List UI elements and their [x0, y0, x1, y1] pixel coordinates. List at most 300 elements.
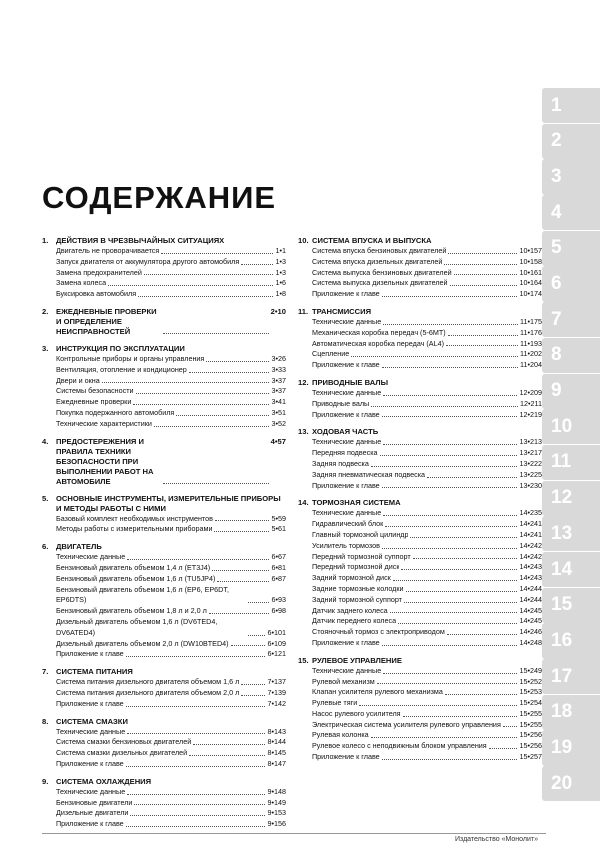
- entry-title: Буксировка автомобиля: [56, 289, 137, 299]
- toc-section: [298, 656, 542, 763]
- toc-entry[interactable]: [42, 397, 286, 408]
- toc-entry[interactable]: [298, 268, 542, 279]
- entry-page-number: 14•241: [519, 529, 542, 539]
- toc-entry[interactable]: [42, 552, 286, 563]
- leader-dots: [161, 253, 273, 254]
- entry-page-number: 5•59: [271, 513, 286, 523]
- entry-page-number: 6•93: [271, 595, 286, 605]
- toc-entry[interactable]: [298, 470, 542, 481]
- entry-title: Приложение к главе: [56, 758, 124, 768]
- entry-title: Приложение к главе: [312, 360, 380, 370]
- toc-section: [298, 427, 542, 491]
- leader-dots: [403, 716, 518, 717]
- toc-entry[interactable]: [298, 459, 542, 470]
- toc-entry[interactable]: [298, 246, 542, 257]
- entry-title: Приложение к главе: [312, 409, 380, 419]
- toc-section: [298, 236, 542, 300]
- toc-entry[interactable]: [42, 808, 286, 819]
- entry-title: Передний тормозной суппорт: [312, 551, 411, 561]
- toc-entry[interactable]: [42, 617, 286, 639]
- toc-section: [42, 667, 286, 709]
- section-number: 7.: [42, 667, 49, 677]
- leader-dots: [382, 548, 518, 549]
- toc-entry[interactable]: [298, 616, 542, 627]
- entry-page-number: 3•37: [271, 386, 286, 396]
- section-heading[interactable]: [42, 717, 286, 727]
- entry-page-number: 12•211: [520, 398, 542, 408]
- entry-title: Задний тормозной суппорт: [312, 594, 402, 604]
- entry-title: Технические характеристики: [56, 418, 152, 428]
- entry-title: Дизельный двигатель объемом 1,6 л (DV6TED4, DV6ATED4): [56, 616, 218, 637]
- toc-entry[interactable]: [298, 687, 542, 698]
- toc-entry[interactable]: [298, 562, 542, 573]
- toc-entry[interactable]: [298, 519, 542, 530]
- entry-page-number: 14•235: [519, 508, 542, 518]
- toc-entry[interactable]: [42, 819, 286, 830]
- toc-entry[interactable]: [42, 365, 286, 376]
- entry-page-number: 3•26: [271, 353, 286, 363]
- toc-entry[interactable]: [298, 508, 542, 519]
- entry-page-number: 14•243: [519, 573, 542, 583]
- leader-dots: [406, 591, 518, 592]
- entry-page-number: 10•157: [519, 246, 542, 255]
- leader-dots: [108, 285, 273, 286]
- entry-title: Контрольные приборы и органы управления: [56, 353, 205, 363]
- publisher-footer: Издательство «Монолит»: [454, 836, 538, 843]
- entry-page-number: 15•253: [519, 687, 542, 697]
- toc-entry[interactable]: [298, 573, 542, 584]
- toc-entry[interactable]: [42, 787, 286, 798]
- leader-dots: [144, 274, 274, 275]
- leader-dots: [351, 356, 518, 357]
- entry-page-number: 15•252: [519, 676, 542, 686]
- toc-entry[interactable]: [42, 737, 286, 748]
- toc-entry[interactable]: [298, 552, 542, 563]
- leader-dots: [377, 683, 518, 684]
- entry-page-number: 6•101: [267, 627, 286, 637]
- entry-title: Задняя пневматическая подвеска: [312, 469, 426, 479]
- entry-page-number: 15•255: [519, 708, 542, 718]
- toc-entry[interactable]: [298, 752, 542, 763]
- entry-title: Задний тормозной диск: [312, 573, 391, 583]
- leader-dots: [359, 705, 517, 706]
- leader-dots: [189, 372, 270, 373]
- entry-title: Система впуска дизельных двигателей: [312, 256, 443, 266]
- toc-entry[interactable]: [42, 563, 286, 574]
- entry-page-number: 13•225: [519, 469, 542, 479]
- leader-dots: [138, 296, 273, 297]
- entry-title: Технические данные: [56, 726, 126, 736]
- chapter-tab-10[interactable]: 10: [542, 409, 600, 444]
- leader-dots: [383, 673, 517, 674]
- toc-entry[interactable]: [298, 606, 542, 617]
- toc-entry[interactable]: [42, 798, 286, 809]
- chapter-tab-18[interactable]: 18: [542, 695, 600, 730]
- entry-page-number: 3•51: [271, 407, 286, 417]
- entry-page-number: 10•174: [519, 289, 542, 299]
- toc-entry[interactable]: [298, 666, 542, 677]
- entry-page-number: 14•244: [519, 583, 542, 593]
- leader-dots: [382, 759, 518, 760]
- entry-title: Двигатель не проворачивается: [56, 246, 160, 255]
- entry-title: Автоматическая коробка передач (AL4): [312, 338, 444, 348]
- toc-entry[interactable]: [298, 530, 542, 541]
- entry-title: Система впуска бензиновых двигателей: [312, 246, 447, 255]
- entry-page-number: 7•139: [267, 687, 286, 697]
- chapter-tab-7[interactable]: 7: [542, 302, 600, 337]
- entry-page-number: 6•121: [267, 649, 286, 659]
- leader-dots: [446, 345, 518, 346]
- toc-entry[interactable]: [42, 524, 286, 535]
- entry-title: Электрическая система усилителя рулевого управления: [312, 719, 501, 729]
- chapter-tab-19[interactable]: 19: [542, 730, 600, 765]
- leader-dots: [382, 367, 518, 368]
- entry-page-number: 8•147: [267, 758, 286, 768]
- leader-dots: [214, 531, 269, 532]
- leader-dots: [154, 426, 270, 427]
- leader-dots: [189, 755, 265, 756]
- toc-entry[interactable]: [298, 709, 542, 720]
- entry-title: Система выпуска бензиновых двигателей: [312, 267, 452, 277]
- entry-title: Рулевой механизм: [312, 676, 375, 686]
- entry-title: Двери и окна: [56, 375, 100, 385]
- toc-entry[interactable]: [42, 289, 286, 300]
- entry-page-number: 14•245: [519, 616, 542, 626]
- leader-dots: [383, 324, 518, 325]
- footer-divider: [42, 833, 546, 834]
- toc-entry[interactable]: [42, 606, 286, 617]
- entry-title: Системы безопасности: [56, 386, 134, 396]
- toc-entry[interactable]: [298, 257, 542, 268]
- toc-entry[interactable]: [42, 408, 286, 419]
- section-number: 8.: [42, 716, 49, 726]
- toc-entry[interactable]: [42, 386, 286, 397]
- toc-section: [42, 777, 286, 830]
- leader-dots: [206, 361, 269, 362]
- entry-title: Ежедневные проверки: [56, 397, 132, 407]
- toc-entry[interactable]: [298, 328, 542, 339]
- entry-page-number: 11•204: [520, 360, 542, 370]
- chapter-tab-11[interactable]: 11: [542, 445, 600, 480]
- leader-dots: [130, 815, 265, 816]
- entry-title: Рулевая колонка: [312, 730, 369, 740]
- entry-page-number: 15•257: [519, 752, 542, 762]
- toc-entry[interactable]: [298, 627, 542, 638]
- section-heading[interactable]: [42, 307, 286, 337]
- section-heading[interactable]: [42, 437, 286, 487]
- toc-entry[interactable]: [42, 677, 286, 688]
- toc-entry[interactable]: [42, 354, 286, 365]
- leader-dots: [231, 645, 266, 646]
- entry-title: Приложение к главе: [312, 752, 380, 762]
- leader-dots: [383, 395, 517, 396]
- section-heading[interactable]: [298, 498, 542, 508]
- entry-title: Приводные валы: [312, 398, 370, 408]
- chapter-tab-20[interactable]: 20: [542, 766, 600, 801]
- toc-entry[interactable]: [298, 541, 542, 552]
- toc-section: [42, 307, 286, 337]
- leader-dots: [248, 635, 265, 636]
- toc-entry[interactable]: [298, 349, 542, 360]
- toc-entry[interactable]: [298, 584, 542, 595]
- entry-title: Сцепление: [312, 349, 350, 359]
- entry-title: Система питания дизельного двигателя объемом 1,6 л: [56, 677, 240, 687]
- chapter-tab-16[interactable]: 16: [542, 623, 600, 658]
- entry-title: Технические данные: [312, 316, 382, 326]
- entry-title: Приложение к главе: [312, 637, 380, 647]
- leader-dots: [393, 580, 518, 581]
- leader-dots: [390, 612, 518, 613]
- entry-title: Гидравлический блок: [312, 519, 384, 529]
- entry-page-number: 9•148: [267, 786, 286, 796]
- section-title: ЕЖЕДНЕВНЫЕ ПРОВЕРКИ И ОПРЕДЕЛЕНИЕ НЕИСПРАВНОСТЕЙ: [56, 306, 157, 336]
- toc-entry[interactable]: [298, 677, 542, 688]
- entry-page-number: 3•41: [271, 397, 286, 407]
- section-number: 12.: [298, 377, 309, 387]
- section-page-number: 4•57: [270, 436, 286, 446]
- section-number: 15.: [298, 655, 309, 665]
- toc-entry[interactable]: [298, 437, 542, 448]
- leader-dots: [445, 694, 518, 695]
- entry-title: Технические данные: [56, 552, 126, 562]
- chapter-tab-5[interactable]: 5: [542, 231, 600, 266]
- section-heading[interactable]: [298, 427, 542, 437]
- leader-dots: [380, 455, 518, 456]
- entry-page-number: 8•144: [267, 737, 286, 747]
- toc-entry[interactable]: [298, 638, 542, 649]
- toc-entry[interactable]: [42, 759, 286, 770]
- leader-dots: [385, 526, 517, 527]
- entry-page-number: 3•33: [271, 364, 286, 374]
- chapter-tab-14[interactable]: 14: [542, 552, 600, 587]
- leader-dots: [241, 684, 265, 685]
- section-heading[interactable]: [42, 344, 286, 354]
- chapter-tab-17[interactable]: 17: [542, 659, 600, 694]
- entry-title: Бензиновый двигатель объемом 1,6 л (EP6, EP6DT, EP6DTS): [56, 584, 229, 605]
- entry-page-number: 1•3: [275, 256, 286, 266]
- entry-title: Технические данные: [312, 437, 382, 447]
- section-title: ПРЕДОСТЕРЕЖЕНИЯ И ПРАВИЛА ТЕХНИКИ БЕЗОПАСНОСТИ ПРИ ВЫПОЛНЕНИИ РАБОТ НА АВТОМОБИЛЕ: [56, 436, 154, 486]
- toc-section: [42, 717, 286, 770]
- entry-page-number: 6•109: [267, 638, 286, 648]
- toc-entry[interactable]: [42, 268, 286, 279]
- section-heading[interactable]: [42, 494, 286, 514]
- entry-page-number: 15•256: [519, 730, 542, 740]
- entry-title: Рулевые тяги: [312, 698, 358, 708]
- chapter-tab-2[interactable]: 2: [542, 124, 600, 159]
- chapter-tab-8[interactable]: 8: [542, 338, 600, 373]
- entry-page-number: 3•52: [271, 418, 286, 428]
- entry-title: Приложение к главе: [56, 819, 124, 829]
- leader-dots: [248, 602, 269, 603]
- leader-dots: [448, 335, 518, 336]
- entry-page-number: 6•98: [271, 606, 286, 616]
- toc-entry[interactable]: [298, 698, 542, 709]
- leader-dots: [163, 307, 268, 334]
- section-number: 14.: [298, 498, 309, 508]
- leader-dots: [127, 794, 265, 795]
- chapter-tab-4[interactable]: 4: [542, 195, 600, 230]
- entry-title: Методы работы с измерительными приборами: [56, 524, 213, 534]
- leader-dots: [127, 733, 265, 734]
- entry-page-number: 14•246: [519, 627, 542, 637]
- toc-entry[interactable]: [298, 339, 542, 350]
- toc-entry[interactable]: [42, 419, 286, 430]
- entry-title: Задняя подвеска: [312, 458, 369, 468]
- section-number: 1.: [42, 236, 49, 245]
- entry-title: Механическая коробка передач (5-6МТ): [312, 327, 446, 337]
- toc-entry[interactable]: [42, 649, 286, 660]
- section-heading[interactable]: [298, 236, 542, 246]
- entry-page-number: 6•67: [271, 552, 286, 562]
- toc-entry[interactable]: [42, 585, 286, 607]
- section-heading[interactable]: [298, 656, 542, 666]
- toc-entry[interactable]: [298, 289, 542, 300]
- chapter-tab-15[interactable]: 15: [542, 588, 600, 623]
- section-number: 5.: [42, 493, 49, 503]
- entry-title: Дизельный двигатель объемом 2,0 л (DW10BTED4): [56, 638, 229, 648]
- leader-dots: [382, 487, 518, 488]
- entry-page-number: 13•217: [519, 448, 542, 458]
- toc-section: [42, 344, 286, 430]
- leader-dots: [382, 296, 518, 297]
- toc-entry[interactable]: [298, 399, 542, 410]
- toc-entry[interactable]: [42, 514, 286, 525]
- toc-entry[interactable]: [298, 388, 542, 399]
- chapter-tab-1[interactable]: 1: [542, 88, 600, 123]
- toc-entry[interactable]: [42, 376, 286, 387]
- section-heading[interactable]: [298, 378, 542, 388]
- toc-entry[interactable]: [298, 317, 542, 328]
- entry-title: Рулевое колесо с неподвижным блоком управления: [312, 741, 487, 751]
- leader-dots: [209, 613, 270, 614]
- entry-title: Насос рулевого усилителя: [312, 708, 401, 718]
- leader-dots: [489, 748, 518, 749]
- entry-title: Главный тормозной цилиндр: [312, 529, 409, 539]
- toc-entry[interactable]: [42, 699, 286, 710]
- entry-title: Задние тормозные колодки: [312, 583, 404, 593]
- chapter-tab-13[interactable]: 13: [542, 516, 600, 551]
- section-title: СИСТЕМА ПИТАНИЯ: [56, 667, 133, 677]
- chapter-tabs: [542, 88, 600, 802]
- toc-entry[interactable]: [42, 727, 286, 738]
- toc-entry[interactable]: [42, 639, 286, 650]
- toc-entry[interactable]: [42, 574, 286, 585]
- section-number: 6.: [42, 542, 49, 552]
- entry-title: Замена предохранителей: [56, 267, 142, 277]
- entry-page-number: 1•3: [275, 267, 286, 277]
- toc-entry[interactable]: [298, 360, 542, 371]
- toc-entry[interactable]: [42, 246, 286, 257]
- section-heading[interactable]: [42, 542, 286, 552]
- toc-entry[interactable]: [298, 481, 542, 492]
- leader-dots: [398, 623, 517, 624]
- entry-page-number: 11•175: [520, 316, 542, 326]
- section-heading[interactable]: [42, 236, 286, 246]
- toc-section: [42, 542, 286, 660]
- toc-section: [42, 494, 286, 536]
- chapter-tab-6[interactable]: 6: [542, 266, 600, 301]
- toc-entry[interactable]: [298, 720, 542, 731]
- section-heading[interactable]: [42, 777, 286, 787]
- section-title: ДЕЙСТВИЯ В ЧРЕЗВЫЧАЙНЫХ СИТУАЦИЯХ: [56, 236, 225, 245]
- toc-entry[interactable]: [42, 257, 286, 268]
- leader-dots: [404, 602, 518, 603]
- entry-page-number: 6•87: [271, 573, 286, 583]
- chapter-tab-3[interactable]: 3: [542, 159, 600, 194]
- section-title: ПРИВОДНЫЕ ВАЛЫ: [312, 377, 389, 387]
- toc-entry[interactable]: [298, 595, 542, 606]
- entry-page-number: 8•143: [267, 726, 286, 736]
- entry-page-number: 14•244: [519, 594, 542, 604]
- entry-title: Система питания дизельного двигателя объемом 2,0 л: [56, 687, 240, 697]
- toc-entry[interactable]: [298, 410, 542, 421]
- toc-entry[interactable]: [42, 748, 286, 759]
- chapter-tab-9[interactable]: 9: [542, 374, 600, 409]
- section-heading[interactable]: [298, 307, 542, 317]
- entry-title: Технические данные: [56, 786, 126, 796]
- leader-dots: [133, 404, 269, 405]
- entry-page-number: 10•164: [519, 278, 542, 288]
- leader-dots: [217, 581, 269, 582]
- entry-title: Бензиновый двигатель объемом 1,4 л (ET3J4): [56, 562, 211, 572]
- entry-page-number: 15•254: [519, 698, 542, 708]
- entry-title: Усилитель тормозов: [312, 540, 380, 550]
- entry-title: Базовый комплект необходимых инструментов: [56, 513, 213, 523]
- entry-page-number: 11•202: [520, 349, 542, 359]
- toc-entry[interactable]: [42, 278, 286, 289]
- toc-section: [42, 236, 286, 300]
- entry-page-number: 13•222: [519, 458, 542, 468]
- leader-dots: [193, 744, 265, 745]
- section-title: ОСНОВНЫЕ ИНСТРУМЕНТЫ, ИЗМЕРИТЕЛЬНЫЕ ПРИБОРЫ И МЕТОДЫ РАБОТЫ С НИМИ: [56, 493, 281, 513]
- entry-title: Вентиляция, отопление и кондиционер: [56, 364, 187, 374]
- section-number: 9.: [42, 776, 49, 786]
- leader-dots: [371, 466, 518, 467]
- leader-dots: [427, 477, 517, 478]
- section-number: 10.: [298, 236, 309, 245]
- toc-section: [42, 437, 286, 487]
- toc-entry[interactable]: [42, 688, 286, 699]
- leader-dots: [371, 406, 518, 407]
- entry-page-number: 7•137: [267, 677, 286, 687]
- section-title: ТРАНСМИССИЯ: [312, 306, 372, 316]
- leader-dots: [215, 520, 270, 521]
- section-title: ДВИГАТЕЛЬ: [56, 542, 102, 552]
- leader-dots: [444, 264, 517, 265]
- leader-dots: [163, 437, 268, 484]
- toc-entry[interactable]: [298, 278, 542, 289]
- entry-title: Бензиновый двигатель объемом 1,6 л (TU5JP4): [56, 573, 216, 583]
- toc-entry[interactable]: [298, 730, 542, 741]
- entry-page-number: 11•176: [520, 327, 542, 337]
- entry-page-number: 14•245: [519, 605, 542, 615]
- chapter-tab-12[interactable]: 12: [542, 481, 600, 516]
- leader-dots: [126, 826, 266, 827]
- leader-dots: [413, 558, 518, 559]
- entry-page-number: 5•61: [271, 524, 286, 534]
- toc-section: [298, 378, 542, 420]
- section-number: 13.: [298, 427, 309, 437]
- toc-entry[interactable]: [298, 448, 542, 459]
- leader-dots: [126, 656, 266, 657]
- toc-section: [298, 307, 542, 371]
- page-title: СОДЕРЖАНИЕ: [42, 180, 277, 215]
- section-heading[interactable]: [42, 667, 286, 677]
- leader-dots: [401, 569, 517, 570]
- toc-entry[interactable]: [298, 741, 542, 752]
- leader-dots: [126, 706, 266, 707]
